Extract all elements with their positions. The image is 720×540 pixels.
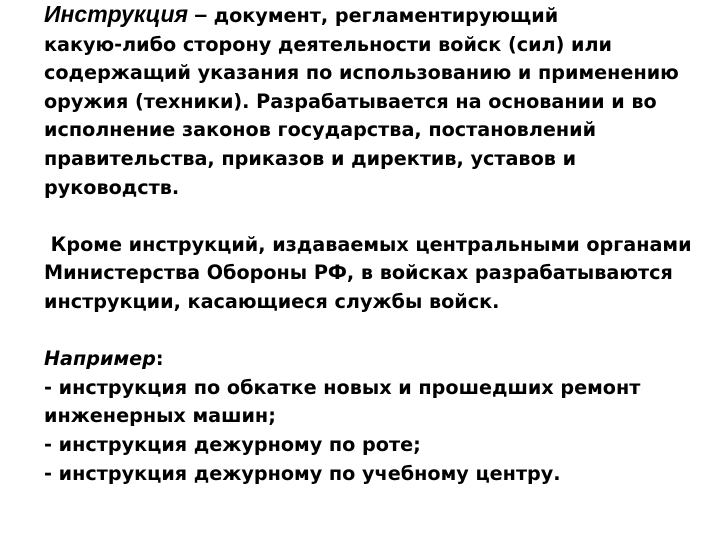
- definition-dash: –: [188, 1, 214, 27]
- second-paragraph-line: инструкции, касающиеся службы войск.: [44, 289, 500, 313]
- second-paragraph-line: Министерства Обороны РФ, в войсках разрабатываются: [44, 261, 673, 285]
- example-item: - инструкция по обкатке новых и прошедших ремонт: [44, 375, 641, 399]
- examples-label: Например: [44, 347, 156, 371]
- examples-heading: [44, 345, 704, 374]
- paragraph-spacer: [44, 202, 704, 231]
- examples-label-suffix: :: [155, 347, 164, 371]
- second-paragraph-line: Кроме инструкций, издаваемых центральными органами: [44, 232, 692, 256]
- slide-text: [44, 0, 704, 488]
- paragraph-spacer: [44, 317, 704, 346]
- example-item: - инструкция дежурному по учебному центру.: [44, 461, 561, 485]
- definition-line: руководств.: [44, 175, 180, 199]
- definition-line: какую-либо сторону деятельности войск (сил) или: [44, 32, 612, 56]
- definition-line: исполнение законов государства, постановлений: [44, 118, 597, 142]
- examples-paragraph: [44, 345, 704, 488]
- definition-line: содержащий указания по использованию и применению: [44, 61, 679, 85]
- definition-paragraph: [44, 0, 704, 202]
- example-item: - инструкция дежурному по роте;: [44, 432, 421, 456]
- definition-line: оружия (техники). Разрабатывается на основании и во: [44, 89, 657, 113]
- example-item: инженерных машин;: [44, 404, 276, 428]
- second-paragraph: [44, 231, 704, 317]
- definition-first-line: [44, 0, 704, 31]
- definition-first-line-text: документ, регламентирующий: [213, 4, 559, 27]
- definition-term: Инструкция: [44, 1, 189, 27]
- definition-line: правительства, приказов и директив, уставов и: [44, 146, 577, 170]
